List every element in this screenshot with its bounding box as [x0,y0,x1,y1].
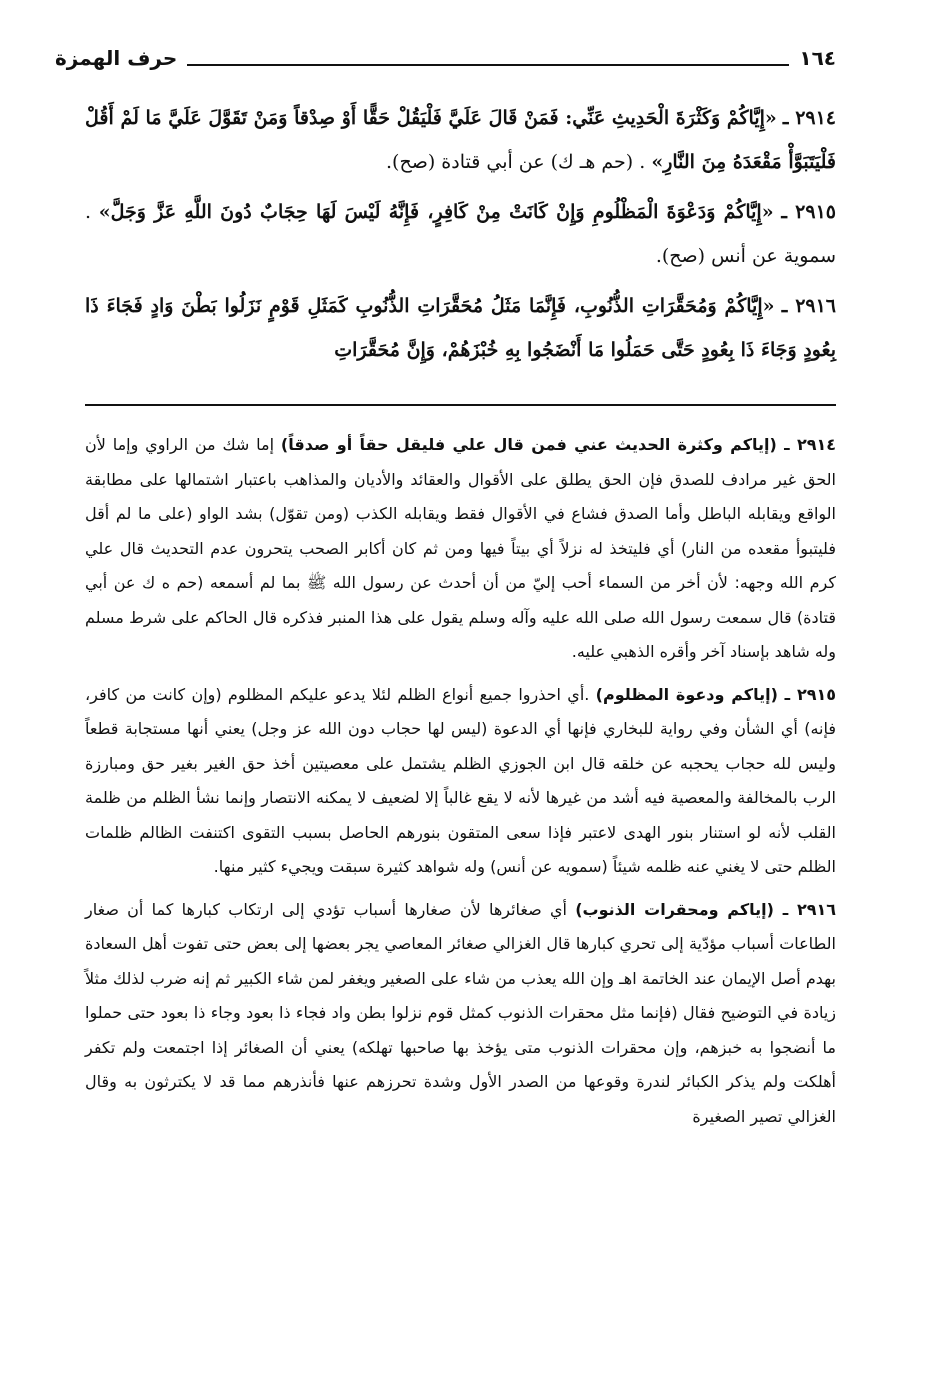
page-header [55,40,836,76]
hadith-2914 [85,96,836,184]
commentary-body: إما شك من الراوي وإما لأن الحق غير مرادف للصدق فإن الحق يطلق على الأقوال والعقائد والأديان والمذاهب باعتبار اشتمالها على مطابقة الواقع ويقابله الباطل وأما الصدق فشاع في الأقوال فقط ويقابله الكذب (ومن تقوّل) بشد الواو (على ما لم أقل فليتبوأ مقعده من النار) أي فليتخذ له نزلاً أي بيتاً فيها ومن ثم كان أكابر الصحب يتحرون عدم التحديث قال علي كرم الله وجهه: لأن أخر من السماء أحب إليّ من أن أحدث عن رسول الله ﷺ بما لم أسمعه (حم ه ك عن أبي قتادة) قال سمعت رسول الله صلى الله عليه وآله وسلم يقول على هذا المنبر فذكره قال الحاكم على شرط مسلم وله شاهد بإسناد آخر وأقره الذهبي عليه. [85,435,836,661]
hadith-2916 [85,284,836,372]
footnote-separator [85,404,836,406]
hadith-quote: «إِيَّاكُمْ وَكَثْرَةَ الْحَدِيثِ عَنِّي: فَمَنْ قَالَ عَلَيَّ فَلْيَقُلْ حَقًّا أَوْ صِدْقاً وَمَنْ تَقَوَّلَ عَلَيَّ مَا لَمْ أَقُلْ فَلْيَتَبَوَّأْ مَقْعَدَهُ مِنَ النَّارِ» [85,107,836,173]
commentary-body: أي صغائرها لأن صغارها أسباب تؤدي إلى ارتكاب كبارها كما أن صغار الطاعات أسباب مؤدّية إلى تحري كبارها قال الغزالي صغائر المعاصي يجر بعضها إلى بعض حتى تفوت أهل السعادة بهدم أصل الإيمان عند الخاتمة اهـ وإن الله يعذب من شاء على الصغير ويغفر لمن شاء الكبير ثم إنه ضرب لذلك مثلاً زيادة في التوضيح فقال (فإنما مثل محقرات الذنوب كمثل قوم نزلوا بطن واد فجاء ذا بعود وجاء ذا بعود حتى حملوا ما أنضجوا به خبزهم، وإن محقرات الذنوب متى يؤخذ بها صاحبها تهلكه) يعني أن الصغائر إذا اجتمعت ولم تكفر أهلكت ولم يذكر الكبائر لندرة وقوعها من الصدر الأول وشدة تحرزهم عنها فأنذرهم مما قد لا يكترثون به وقال الغزالي تصير الصغيرة [85,899,836,1126]
hadith-source: . (حم هـ ك) عن أبي قتادة (صح). [386,151,646,173]
commentary-2914 [85,428,836,670]
page-number: ١٦٤ [799,46,836,70]
commentary-2916 [85,893,836,1135]
hadith-number: ٢٩١٦ ـ [781,295,837,317]
commentary-lead: ٢٩١٥ ـ (إياكم ودعوة المظلوم) [595,684,837,704]
hadith-number: ٢٩١٤ ـ [782,107,837,129]
hadith-number: ٢٩١٥ ـ [781,201,836,223]
hadith-source: . سموية عن أنس (صح). [85,201,836,267]
header-rule [187,64,789,66]
hadith-2915 [85,190,836,278]
commentary-lead: ٢٩١٤ ـ (إياكم وكثرة الحديث عني فمن قال علي فليقل حقاً أو صدقاً) [280,435,836,454]
hadith-quote: «إِيَّاكُمْ وَمُحَقَّرَاتِ الذُّنُوبِ، فَإِنَّمَا مَثَلُ مُحَقَّرَاتِ الذُّنُوبِ كَمَثَلِ قَوْمٍ نَزَلُوا بَطْنَ وَادٍ فَجَاءَ ذَا بِعُودٍ وَجَاءَ ذَا بِعُودٍ حَتَّى حَمَلُوا مَا أَنْضَجُوا بِهِ خُبْزَهُمْ، وَإِنَّ مُحَقَّرَاتِ [85,295,836,361]
section-title: حرف الهمزة [55,46,178,70]
commentary-lead: ٢٩١٦ ـ (إياكم ومحقرات الذنوب) [575,899,836,919]
commentary-2915 [85,678,836,885]
hadith-text-block [85,96,836,378]
hadith-quote: «إِيَّاكُمْ وَدَعْوَةَ الْمَظْلُومِ وَإِنْ كَانَتْ مِنْ كَافِرٍ، فَإِنَّهُ لَيْسَ لَهَا حِجَابٌ دُونَ اللَّهِ عَزَّ وَجَلَّ» [98,201,774,223]
commentary-block [85,428,836,1142]
commentary-body: .أي احذروا جميع أنواع الظلم لئلا يدعو عليكم المظلوم (وإن كانت من كافر، فإنه) أي الشأن وفي رواية للبخاري فإنها أي الدعوة (ليس لها حجاب دون الله عز وجل) يعني أنها مستجابة قطعاً وليس لله حجاب يحجبه عن خلقه قال ابن الجوزي الظلم يشتمل على معصيتين أخذ حق الغير بغير حق ومبارزة الرب بالمخالفة والمعصية فيه أشد من غيرها لأنه لا يقع غالباً إلا لضعيف لا يمكنه الانتصار وإنما نشأ الظلم من ظلمة القلب لأنه لو استنار بنور الهدى لاعتبر فإذا سعى المتقون بنورهم الحاصل بسبب التقوى اكتنفت الظالم ظلمات الظلم حتى لا يغني عنه ظلمه شيئاً (سمويه عن أنس) وله شواهد كثيرة سبقت ويجيء كثير منها. [85,684,836,876]
